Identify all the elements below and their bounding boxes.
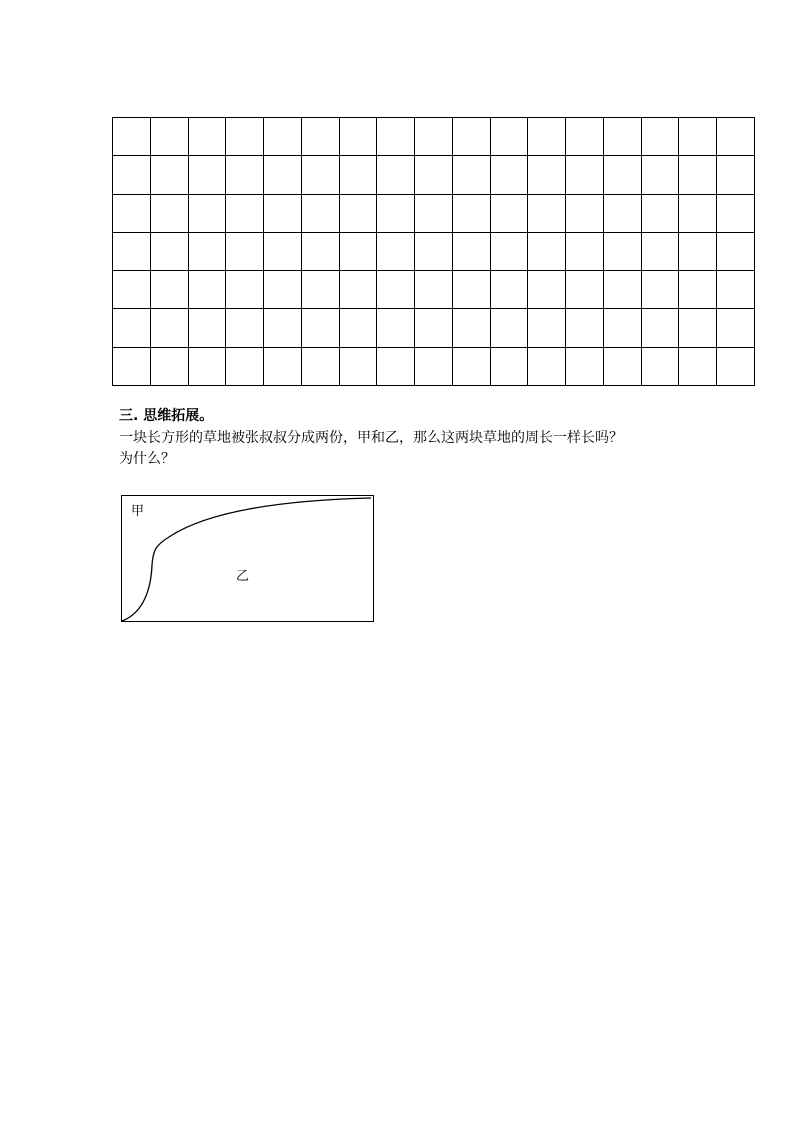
grid-cell: [226, 156, 264, 194]
grid-cell: [377, 347, 415, 385]
grid-cell: [113, 156, 151, 194]
grid-cell: [113, 118, 151, 156]
grid-row: [113, 118, 755, 156]
section-title: 三. 思维拓展。: [119, 408, 214, 424]
grid-cell: [339, 118, 377, 156]
grid-cell: [264, 347, 302, 385]
grid-cell: [641, 194, 679, 232]
region-label-yi: 乙: [236, 569, 250, 584]
grid-cell: [113, 347, 151, 385]
grid-cell: [528, 232, 566, 270]
grid-cell: [679, 347, 717, 385]
grid-cell: [566, 156, 604, 194]
grid-cell: [226, 118, 264, 156]
grid-cell: [339, 156, 377, 194]
question-line-2: 为什么？: [119, 451, 175, 467]
grid-cell: [150, 194, 188, 232]
lawn-diagram: [121, 495, 374, 622]
grid-cell: [566, 309, 604, 347]
grid-cell: [490, 118, 528, 156]
grid-cell: [603, 118, 641, 156]
question-text: [119, 428, 699, 470]
grid-cell: [377, 232, 415, 270]
grid-cell: [490, 194, 528, 232]
grid-cell: [452, 309, 490, 347]
grid-cell: [528, 309, 566, 347]
grid-row: [113, 156, 755, 194]
grid-cell: [679, 194, 717, 232]
grid-cell: [603, 194, 641, 232]
grid-cell: [301, 232, 339, 270]
grid-cell: [528, 271, 566, 309]
grid-row: [113, 271, 755, 309]
region-label-jia: 甲: [131, 504, 145, 519]
grid-cell: [490, 156, 528, 194]
grid-cell: [150, 347, 188, 385]
grid-cell: [188, 156, 226, 194]
grid-row: [113, 232, 755, 270]
grid-cell: [113, 271, 151, 309]
lawn-figure: [121, 495, 374, 622]
grid-cell: [490, 347, 528, 385]
grid-cell: [301, 118, 339, 156]
grid-cell: [264, 118, 302, 156]
grid-cell: [150, 309, 188, 347]
grid-cell: [150, 271, 188, 309]
grid-cell: [377, 194, 415, 232]
grid-cell: [566, 271, 604, 309]
grid-cell: [339, 309, 377, 347]
grid-cell: [490, 271, 528, 309]
grid-cell: [377, 271, 415, 309]
grid-cell: [452, 347, 490, 385]
grid-cell: [264, 271, 302, 309]
question-line-1: 一块长方形的草地被张叔叔分成两份，甲和乙，那么这两块草地的周长一样长吗？: [119, 430, 623, 446]
grid-cell: [264, 232, 302, 270]
grid-cell: [188, 271, 226, 309]
grid-cell: [452, 156, 490, 194]
grid-cell: [226, 271, 264, 309]
grid-cell: [301, 309, 339, 347]
grid-cell: [377, 118, 415, 156]
grid-cell: [490, 309, 528, 347]
grid-cell: [566, 118, 604, 156]
grid-cell: [679, 309, 717, 347]
grid-cell: [150, 156, 188, 194]
grid-cell: [528, 118, 566, 156]
grid-cell: [226, 232, 264, 270]
grid-cell: [603, 232, 641, 270]
grid-cell: [415, 232, 453, 270]
grid-cell: [377, 156, 415, 194]
grid-cell: [188, 194, 226, 232]
grid-cell: [339, 271, 377, 309]
grid-cell: [415, 156, 453, 194]
grid-cell: [679, 118, 717, 156]
grid-cell: [717, 118, 755, 156]
grid-cell: [566, 194, 604, 232]
grid-cell: [415, 118, 453, 156]
grid-cell: [641, 232, 679, 270]
grid-cell: [301, 347, 339, 385]
grid-cell: [679, 271, 717, 309]
grid-cell: [452, 194, 490, 232]
grid-cell: [188, 118, 226, 156]
grid-cell: [679, 156, 717, 194]
grid-cell: [113, 309, 151, 347]
grid-cell: [264, 194, 302, 232]
grid-cell: [528, 194, 566, 232]
grid-cell: [641, 118, 679, 156]
grid-cell: [301, 271, 339, 309]
grid-cell: [641, 309, 679, 347]
grid-cell: [226, 309, 264, 347]
grid-cell: [641, 347, 679, 385]
grid-cell: [339, 347, 377, 385]
grid-cell: [641, 271, 679, 309]
grid-cell: [301, 194, 339, 232]
grid-cell: [188, 347, 226, 385]
grid-cell: [415, 271, 453, 309]
grid-cell: [566, 347, 604, 385]
grid-cell: [717, 232, 755, 270]
grid-row: [113, 309, 755, 347]
grid-cell: [490, 232, 528, 270]
grid-cell: [415, 309, 453, 347]
grid-cell: [150, 232, 188, 270]
grid-cell: [603, 271, 641, 309]
grid-cell: [528, 156, 566, 194]
grid-cell: [603, 156, 641, 194]
grid-cell: [452, 271, 490, 309]
grid-cell: [150, 118, 188, 156]
grid-cell: [339, 232, 377, 270]
grid-cell: [717, 347, 755, 385]
grid-cell: [188, 232, 226, 270]
grid-cell: [603, 347, 641, 385]
grid-cell: [452, 232, 490, 270]
grid-row: [113, 194, 755, 232]
grid-cell: [528, 347, 566, 385]
dividing-curve: [122, 498, 371, 621]
grid-cell: [264, 309, 302, 347]
grid-cell: [679, 232, 717, 270]
grid-cell: [566, 232, 604, 270]
grid-cell: [377, 309, 415, 347]
writing-grid: [112, 117, 755, 386]
grid-cell: [415, 347, 453, 385]
grid-cell: [717, 271, 755, 309]
grid-cell: [717, 156, 755, 194]
grid-row: [113, 347, 755, 385]
grid-cell: [641, 156, 679, 194]
grid-cell: [113, 232, 151, 270]
grid-cell: [226, 347, 264, 385]
lawn-rectangle: [122, 496, 374, 622]
grid-cell: [188, 309, 226, 347]
grid-cell: [264, 156, 302, 194]
grid-cell: [603, 309, 641, 347]
grid-cell: [415, 194, 453, 232]
grid-cell: [226, 194, 264, 232]
grid-cell: [339, 194, 377, 232]
grid-cell: [717, 309, 755, 347]
grid-cell: [717, 194, 755, 232]
grid-cell: [301, 156, 339, 194]
grid-cell: [113, 194, 151, 232]
grid-cell: [452, 118, 490, 156]
